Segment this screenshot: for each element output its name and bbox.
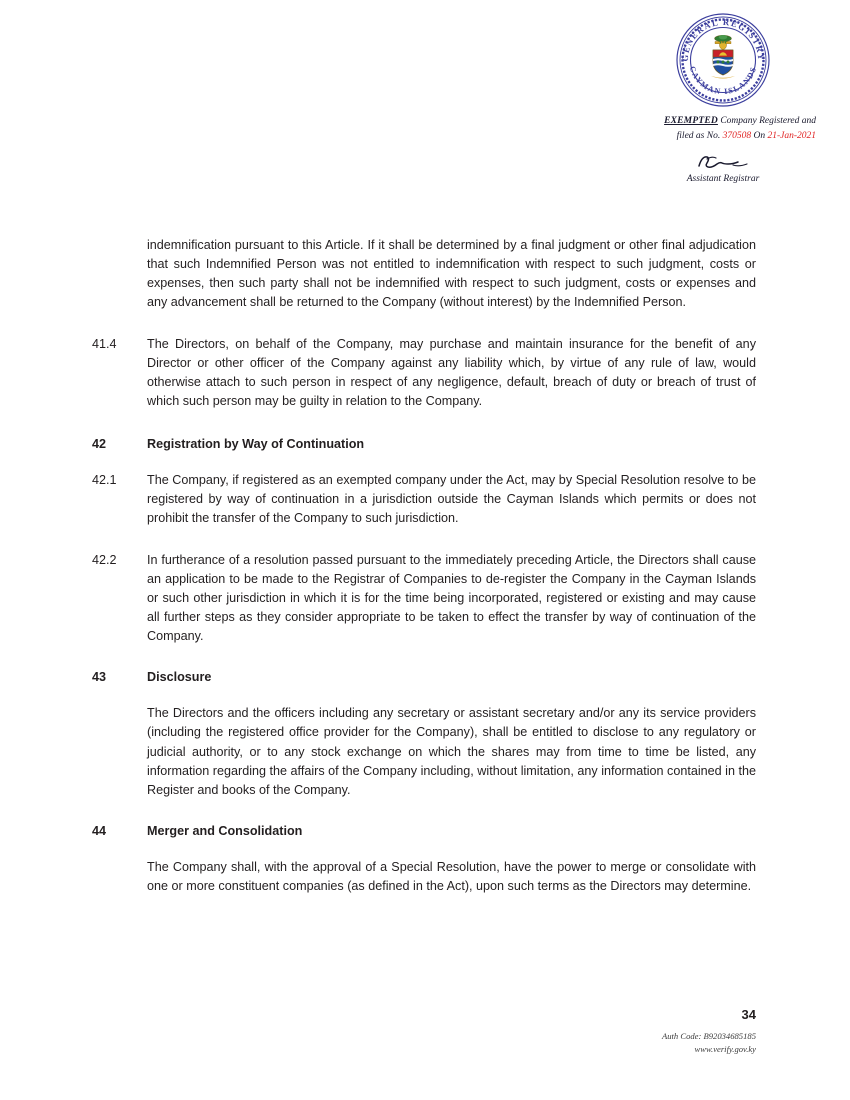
registry-stamp-block bbox=[628, 12, 818, 184]
stamp-filed-label: filed as No. bbox=[676, 130, 721, 141]
paragraph-disclosure-body bbox=[92, 704, 756, 800]
clause-42-2-text: In furtherance of a resolution passed pursuant to the immediately preceding Article, the Directors shall cause an application to be made to the Registrar of Companies to de-register the Company in the Cayman Islands or such other jurisdiction in which it is for the time being incorporated, registered or existing and may cause all further steps as they consider appropriate to be taken to effect the transfer by way of continuation of the Company. bbox=[147, 552, 756, 644]
stamp-line1-rest: Company Registered and bbox=[720, 116, 816, 126]
verify-url: www.verify.gov.ky bbox=[694, 1044, 756, 1055]
svg-text:GENERAL REGISTRY: GENERAL REGISTRY bbox=[679, 16, 767, 62]
auth-code: Auth Code: B92034685185 bbox=[661, 1031, 756, 1042]
paragraph-text: The Directors and the officers including any secretary or assistant secretary and/or any its service providers (including the registered office provider for the Company), shall be entitled to disclose to any regulatory or judicial authority, or to any stock exchange on which the shares may from time to time be listed, any information regarding the affairs of the Company including, without limitation, any information contained in the Register and books of the Company. bbox=[147, 706, 756, 797]
heading-43-title: Disclosure bbox=[147, 670, 212, 685]
page-number: 34 bbox=[741, 1007, 756, 1023]
stamp-exempted-label: EXEMPTED bbox=[664, 116, 718, 126]
heading-42-registration-by-way-of-continuation bbox=[92, 437, 756, 451]
heading-43-number: 43 bbox=[92, 670, 107, 685]
stamp-registration-number: 370508 bbox=[722, 130, 752, 141]
heading-44-title: Merger and Consolidation bbox=[147, 823, 303, 838]
heading-42-number: 42 bbox=[92, 437, 107, 452]
clause-42-2-number: 42.2 bbox=[92, 552, 117, 567]
clause-41-4-text: The Directors, on behalf of the Company, may purchase and maintain insurance for the benefit of any Director or other officer of the Company against any liability which, by virtue of any rule of law, would otherwise attach to such person in respect of any negligence, default, breach of duty or breach of trust of which such person may be guilty in relation to the Company. bbox=[147, 336, 756, 408]
clause-42-1 bbox=[92, 471, 756, 528]
footer-verification-meta bbox=[516, 1030, 756, 1056]
clause-42-2 bbox=[92, 551, 756, 647]
clause-41-4 bbox=[92, 335, 756, 412]
assistant-registrar-label: Assistant Registrar bbox=[686, 174, 760, 185]
paragraph-merger-body bbox=[92, 858, 756, 896]
stamp-filing-date: 21-Jan-2021 bbox=[767, 130, 816, 141]
paragraph-text: indemnification pursuant to this Article. If it shall be determined by a final judgment or other final adjudication that such Indemnified Person was not entitled to indemnification with respect to such judgment, costs or expenses, then such party shall not be indemnified with respect to such judgment, costs or expenses and any advancement shall be returned to the Company (without interest) by the Indemnified Person. bbox=[147, 238, 756, 310]
page-footer bbox=[516, 1007, 756, 1056]
heading-42-title: Registration by Way of Continuation bbox=[147, 437, 365, 452]
heading-44-number: 44 bbox=[92, 823, 107, 838]
svg-text:CAYMAN ISLANDS: CAYMAN ISLANDS bbox=[687, 65, 759, 97]
heading-44-merger-and-consolidation bbox=[92, 824, 756, 838]
clause-42-1-text: The Company, if registered as an exempted company under the Act, may by Special Resolution resolve to be registered by way of continuation in a jurisdiction outside the Cayman Islands which permits or does not prohibit the transfer of the Company to such jurisdiction. bbox=[147, 473, 756, 526]
paragraph-text: The Company shall, with the approval of a Special Resolution, have the power to merge or consolidate with one or more constituent companies (as defined in the Act), upon such terms as the Directors may determine. bbox=[147, 859, 756, 894]
clause-41-4-number: 41.4 bbox=[92, 336, 117, 351]
paragraph-indemnification-continuation bbox=[92, 236, 756, 313]
document-body bbox=[92, 236, 756, 914]
stamp-registration-text bbox=[628, 114, 818, 143]
general-registry-seal bbox=[675, 12, 771, 108]
heading-43-disclosure bbox=[92, 670, 756, 684]
clause-42-1-number: 42.1 bbox=[92, 473, 117, 488]
registrar-signature bbox=[628, 151, 818, 173]
stamp-on-label: On bbox=[753, 130, 766, 141]
